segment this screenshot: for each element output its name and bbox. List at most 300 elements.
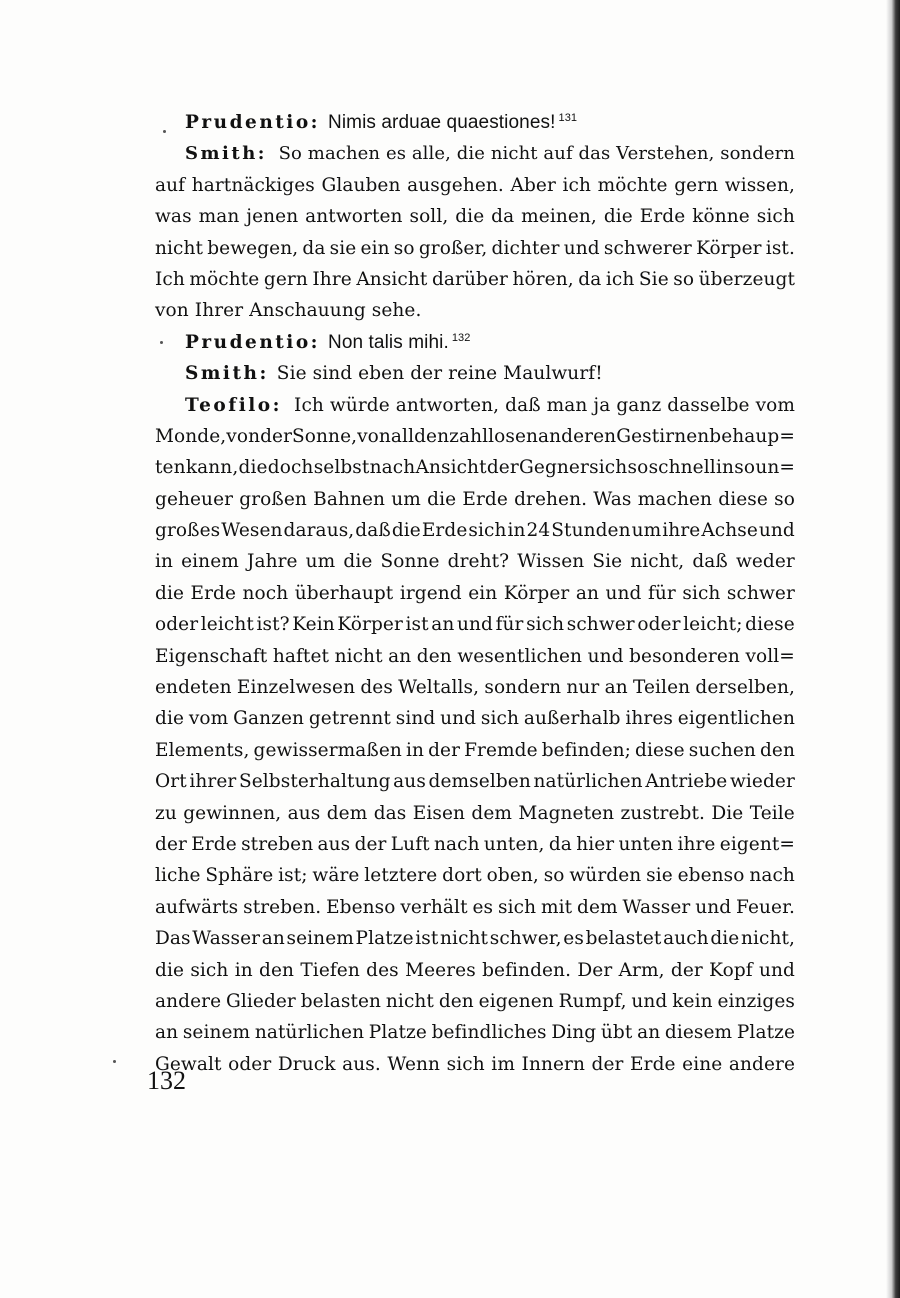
word: auch bbox=[663, 928, 709, 950]
text-line bbox=[155, 1054, 795, 1085]
word: Gegner bbox=[519, 457, 589, 479]
word: befindliches bbox=[431, 1022, 547, 1044]
word: aus bbox=[393, 771, 426, 793]
body-text bbox=[155, 112, 795, 1085]
text-line bbox=[155, 426, 795, 457]
word: jenen bbox=[246, 206, 299, 228]
word: Meeres bbox=[405, 959, 476, 981]
line-text bbox=[155, 1054, 795, 1075]
word: die bbox=[238, 457, 268, 479]
word: dem bbox=[326, 802, 368, 824]
word: Kopf bbox=[709, 959, 753, 981]
word: Ich bbox=[155, 268, 185, 290]
word: Die bbox=[711, 802, 744, 824]
word: Eisen bbox=[412, 802, 466, 824]
text-line bbox=[155, 897, 795, 928]
word: Platze bbox=[355, 928, 414, 950]
print-speck bbox=[113, 1060, 116, 1063]
word: Glauben bbox=[321, 174, 401, 196]
word: überzeugt bbox=[698, 268, 795, 290]
word: dem bbox=[471, 802, 513, 824]
word: weder bbox=[735, 551, 795, 573]
line-text: von Ihrer Anschauung sehe. bbox=[155, 300, 422, 322]
word: den bbox=[416, 645, 452, 667]
word: oder bbox=[228, 1053, 272, 1075]
word: es bbox=[472, 896, 494, 918]
word: Ganzen bbox=[233, 708, 305, 730]
word: leicht bbox=[200, 614, 254, 636]
line-text bbox=[155, 771, 795, 792]
word: letztere bbox=[364, 865, 438, 887]
word: könne bbox=[692, 206, 750, 228]
text-line bbox=[155, 300, 795, 331]
text-line bbox=[155, 865, 795, 896]
word: so bbox=[673, 268, 695, 290]
book-gutter-shadow bbox=[886, 0, 900, 1298]
word: Wasser bbox=[622, 896, 691, 918]
text-line bbox=[155, 238, 795, 269]
word: der bbox=[591, 1053, 624, 1075]
word: dreht? bbox=[447, 551, 510, 573]
word: sich bbox=[468, 520, 507, 542]
word: an bbox=[388, 645, 412, 667]
line-text bbox=[155, 960, 795, 981]
word: gewinnen, bbox=[183, 802, 282, 824]
footnote-marker: 131 bbox=[558, 112, 578, 124]
text-line bbox=[155, 551, 795, 582]
word: Gewalt bbox=[155, 1053, 222, 1075]
text-line bbox=[155, 834, 795, 865]
speaker-name: Prudentio: bbox=[185, 112, 321, 133]
word: würden bbox=[569, 865, 642, 887]
word: Wasser bbox=[192, 928, 261, 950]
word: übt bbox=[600, 1022, 633, 1044]
word: so bbox=[393, 237, 415, 259]
word: den bbox=[759, 739, 795, 761]
word: Jahre bbox=[246, 551, 298, 573]
word: gern bbox=[263, 268, 308, 290]
line-text bbox=[155, 489, 795, 510]
line-text bbox=[155, 269, 795, 290]
word: die bbox=[155, 959, 185, 981]
word: Wissen bbox=[517, 551, 585, 573]
line-text: Ich würde antworten, daß man ja ganz dasselbe vom bbox=[294, 394, 795, 416]
word: nicht bbox=[155, 237, 204, 259]
word: und bbox=[631, 990, 668, 1012]
word: streben. bbox=[243, 896, 322, 918]
footnote-marker: 132 bbox=[451, 331, 471, 344]
text-line bbox=[155, 928, 795, 959]
word: eigentlichen bbox=[677, 708, 795, 730]
word: ein bbox=[468, 582, 498, 604]
word: ihrer bbox=[189, 771, 237, 793]
latin-quote: Nimis arduae quaestiones! $^{131}$ bbox=[328, 112, 578, 133]
word: Rumpf, bbox=[558, 990, 627, 1012]
word: Ebenso bbox=[326, 896, 396, 918]
text-line bbox=[155, 771, 795, 802]
word: aus. bbox=[342, 1053, 381, 1075]
word: Glieder bbox=[225, 990, 296, 1012]
line-text bbox=[155, 551, 795, 572]
line-text bbox=[155, 865, 795, 886]
word: Bahnen bbox=[313, 488, 386, 510]
word: ist bbox=[405, 614, 429, 636]
word: unten bbox=[618, 833, 674, 855]
word: Einzelwesen bbox=[236, 677, 356, 699]
word: endeten bbox=[155, 677, 232, 699]
word: behaup= bbox=[709, 425, 795, 447]
word: ten bbox=[155, 457, 186, 479]
word: die bbox=[427, 488, 457, 510]
word: sich bbox=[190, 959, 229, 981]
word: selbst bbox=[313, 457, 370, 479]
text-line bbox=[155, 520, 795, 551]
word: Ort bbox=[155, 771, 187, 793]
speaker-name: Smith: bbox=[185, 143, 267, 165]
word: großen bbox=[239, 488, 307, 510]
word: diese bbox=[745, 614, 795, 636]
word: streben bbox=[241, 833, 314, 855]
line-text bbox=[155, 426, 795, 447]
word: den bbox=[259, 959, 295, 981]
word: Ihre bbox=[312, 268, 352, 290]
word: nach bbox=[369, 457, 416, 479]
word: der bbox=[155, 833, 187, 855]
word: außerhalb bbox=[523, 708, 621, 730]
word: Platze bbox=[368, 1022, 427, 1044]
word: um bbox=[391, 488, 421, 510]
text-line bbox=[155, 583, 795, 614]
word: an bbox=[575, 582, 599, 604]
word: drehen. bbox=[514, 488, 588, 510]
text-line bbox=[155, 803, 795, 834]
word: irgend bbox=[399, 582, 462, 604]
word: seinem bbox=[182, 1022, 251, 1044]
word: in bbox=[406, 739, 425, 761]
word: von bbox=[357, 425, 391, 447]
word: möchte bbox=[189, 268, 260, 290]
line-text bbox=[155, 238, 795, 259]
line-text bbox=[155, 897, 795, 918]
text-line bbox=[155, 1022, 795, 1053]
word: anderen bbox=[538, 425, 617, 447]
word: diesem bbox=[664, 1022, 733, 1044]
text-line bbox=[155, 614, 795, 645]
word: Das bbox=[155, 928, 191, 950]
word: Erde bbox=[639, 206, 686, 228]
line-text bbox=[155, 803, 795, 824]
word: großer, bbox=[418, 237, 488, 259]
word: Sie bbox=[638, 268, 669, 290]
word: hier bbox=[576, 833, 615, 855]
word: ich bbox=[562, 174, 592, 196]
word: getrennt bbox=[308, 708, 391, 730]
text-line bbox=[155, 175, 795, 206]
word: sich bbox=[498, 896, 537, 918]
word: möchte bbox=[597, 174, 668, 196]
word: der bbox=[486, 457, 519, 479]
word: in bbox=[507, 520, 526, 542]
word: und bbox=[605, 582, 642, 604]
line-text bbox=[155, 520, 795, 541]
word: geheuer bbox=[155, 488, 234, 510]
word: Eigenschaft bbox=[155, 645, 268, 667]
line-text bbox=[155, 677, 795, 698]
word: vom bbox=[188, 708, 229, 730]
word: Kein bbox=[292, 614, 335, 636]
word: darüber bbox=[431, 268, 508, 290]
word: nicht bbox=[334, 645, 383, 667]
word: Erde bbox=[462, 488, 508, 510]
line-text bbox=[155, 646, 795, 667]
word: bewegen, bbox=[207, 237, 299, 259]
word: Ding bbox=[551, 1022, 597, 1044]
word: sich bbox=[756, 206, 795, 228]
word: kein bbox=[672, 990, 713, 1012]
word: Erde bbox=[191, 833, 237, 855]
word: ist bbox=[415, 928, 439, 950]
word: verhält bbox=[400, 896, 468, 918]
word: Druck bbox=[277, 1053, 336, 1075]
word: Antriebe bbox=[645, 771, 728, 793]
word: und bbox=[695, 896, 732, 918]
word: sich bbox=[682, 582, 721, 604]
word: nach bbox=[749, 865, 795, 887]
word: an bbox=[155, 1022, 179, 1044]
word: Körper bbox=[337, 614, 403, 636]
word: un= bbox=[755, 457, 795, 479]
text-line bbox=[155, 960, 795, 991]
word: wäre bbox=[312, 865, 360, 887]
speaker-name: Smith: bbox=[185, 363, 269, 385]
text-line bbox=[155, 206, 795, 237]
word: schwerer bbox=[603, 237, 692, 259]
line-text bbox=[155, 928, 795, 949]
word: im bbox=[491, 1053, 515, 1075]
word: an bbox=[637, 1022, 661, 1044]
word: nicht, bbox=[740, 928, 795, 950]
word: doch bbox=[267, 457, 314, 479]
word: und bbox=[563, 237, 600, 259]
word: belastet bbox=[585, 928, 662, 950]
word: ein bbox=[360, 237, 390, 259]
line-text bbox=[155, 1022, 795, 1043]
word: da bbox=[548, 833, 572, 855]
word: und bbox=[758, 520, 795, 542]
word: es bbox=[563, 928, 584, 950]
word: wieder bbox=[729, 771, 795, 793]
word: Erde bbox=[190, 582, 237, 604]
word: Wesen bbox=[221, 520, 283, 542]
word: und bbox=[440, 708, 477, 730]
word: noch bbox=[242, 582, 289, 604]
word: für bbox=[495, 614, 524, 636]
word: liche bbox=[155, 865, 201, 887]
text-line bbox=[155, 332, 795, 363]
word: schwer, bbox=[489, 928, 562, 950]
word: hören, bbox=[512, 268, 574, 290]
word: Sphäre bbox=[205, 865, 274, 887]
word: sie bbox=[329, 237, 357, 259]
word: den bbox=[414, 425, 450, 447]
word: Was bbox=[593, 488, 632, 510]
word: zahllosen bbox=[449, 425, 539, 447]
word: Innern bbox=[521, 1053, 585, 1075]
line-text bbox=[155, 740, 795, 761]
word: ist. bbox=[765, 237, 795, 259]
word: an bbox=[604, 677, 628, 699]
word: Gestirnen bbox=[616, 425, 710, 447]
word: Monde, bbox=[155, 425, 227, 447]
word: Ansicht bbox=[356, 268, 428, 290]
text-line bbox=[155, 740, 795, 771]
word: die bbox=[343, 551, 373, 573]
word: und bbox=[759, 959, 795, 981]
word: Selbsterhaltung bbox=[238, 771, 391, 793]
word: hartnäckiges bbox=[191, 174, 315, 196]
text-line bbox=[155, 489, 795, 520]
word: und bbox=[587, 645, 624, 667]
line-text bbox=[155, 206, 795, 227]
word: da bbox=[302, 237, 326, 259]
word: mit bbox=[540, 896, 573, 918]
word: so bbox=[774, 488, 795, 510]
word: so bbox=[734, 457, 756, 479]
text-line bbox=[155, 646, 795, 677]
word: die bbox=[603, 206, 633, 228]
text-line bbox=[155, 269, 795, 300]
word: das bbox=[373, 802, 407, 824]
word: ich bbox=[605, 268, 635, 290]
text-line bbox=[155, 112, 795, 143]
word: die bbox=[455, 206, 485, 228]
word: sich bbox=[589, 457, 628, 479]
word: in bbox=[155, 551, 174, 573]
word: gewissermaßen bbox=[253, 739, 402, 761]
word: nur bbox=[566, 677, 600, 699]
word: haftet bbox=[272, 645, 330, 667]
word: andere bbox=[155, 990, 222, 1012]
word: wissen, bbox=[724, 174, 795, 196]
word: die bbox=[155, 708, 185, 730]
word: was bbox=[155, 206, 192, 228]
word: in bbox=[715, 457, 735, 479]
word: zustrebt. bbox=[620, 802, 705, 824]
word: 24 bbox=[526, 520, 551, 542]
word: sich bbox=[526, 614, 565, 636]
word: ihre bbox=[677, 833, 716, 855]
text-line bbox=[155, 363, 795, 394]
word: nicht, bbox=[630, 551, 685, 573]
text-line bbox=[155, 677, 795, 708]
word: und bbox=[456, 614, 493, 636]
word: Sonne bbox=[380, 551, 440, 573]
word: andere bbox=[728, 1053, 795, 1075]
word: eine bbox=[682, 1053, 723, 1075]
word: da bbox=[578, 268, 602, 290]
word: Der bbox=[577, 959, 613, 981]
word: Weltalls, bbox=[398, 677, 480, 699]
word: schwer bbox=[726, 582, 795, 604]
word: des bbox=[366, 959, 399, 981]
word: natürlichen bbox=[533, 771, 643, 793]
word: um bbox=[631, 520, 662, 542]
word: sind bbox=[395, 708, 436, 730]
word: wesentlichen bbox=[457, 645, 583, 667]
word: diese bbox=[718, 488, 768, 510]
text-line bbox=[155, 457, 795, 488]
word: Fremde bbox=[464, 739, 538, 761]
word: machen bbox=[637, 488, 713, 510]
latin-quote: Non talis mihi. $^{132}$ bbox=[328, 331, 471, 353]
word: einem bbox=[181, 551, 239, 573]
word: an bbox=[261, 928, 285, 950]
word: daß bbox=[355, 520, 391, 542]
page-number: 132 bbox=[147, 1066, 186, 1095]
line-text bbox=[155, 708, 795, 729]
word: Teilen bbox=[632, 677, 691, 699]
word: unten, bbox=[483, 833, 545, 855]
text-line bbox=[155, 143, 795, 174]
word: ist; bbox=[278, 865, 308, 887]
word: ihres bbox=[625, 708, 673, 730]
word: des bbox=[360, 677, 393, 699]
word: antworten bbox=[305, 206, 403, 228]
word: schnell bbox=[648, 457, 716, 479]
word: überhaupt bbox=[294, 582, 394, 604]
text-line bbox=[155, 708, 795, 739]
word: Elements, bbox=[155, 739, 250, 761]
word: Körper bbox=[503, 582, 570, 604]
word: der bbox=[260, 425, 293, 447]
word: eigenen bbox=[478, 990, 554, 1012]
word: Wenn bbox=[387, 1053, 441, 1075]
word: Magneten bbox=[518, 802, 615, 824]
word: die bbox=[155, 582, 185, 604]
speaker-name: Teofilo: bbox=[185, 394, 282, 416]
line-text bbox=[155, 834, 795, 855]
word: all bbox=[390, 425, 415, 447]
word: natürlichen bbox=[254, 1022, 365, 1044]
word: gern bbox=[674, 174, 719, 196]
word: ist? bbox=[256, 614, 290, 636]
word: einziges bbox=[717, 990, 795, 1012]
word: in bbox=[234, 959, 253, 981]
word: Achse bbox=[701, 520, 758, 542]
word: meinen, bbox=[521, 206, 597, 228]
word: Sie bbox=[592, 551, 623, 573]
word: Platze bbox=[736, 1022, 795, 1044]
word: Stunden bbox=[551, 520, 631, 542]
word: an bbox=[431, 614, 455, 636]
word: Feuer. bbox=[736, 896, 795, 918]
word: soll, bbox=[409, 206, 449, 228]
line-text bbox=[155, 991, 795, 1012]
word: Teile bbox=[749, 802, 795, 824]
line-text bbox=[155, 583, 795, 604]
word: für bbox=[647, 582, 676, 604]
line-text bbox=[155, 457, 795, 478]
word: Erde bbox=[630, 1053, 676, 1075]
word: eigent= bbox=[719, 833, 795, 855]
text-line bbox=[155, 991, 795, 1022]
word: so bbox=[627, 457, 649, 479]
word: ausgehen. bbox=[407, 174, 504, 196]
word: von bbox=[226, 425, 261, 447]
word: die bbox=[391, 520, 421, 542]
word: großes bbox=[155, 520, 221, 542]
text-line bbox=[155, 395, 795, 426]
